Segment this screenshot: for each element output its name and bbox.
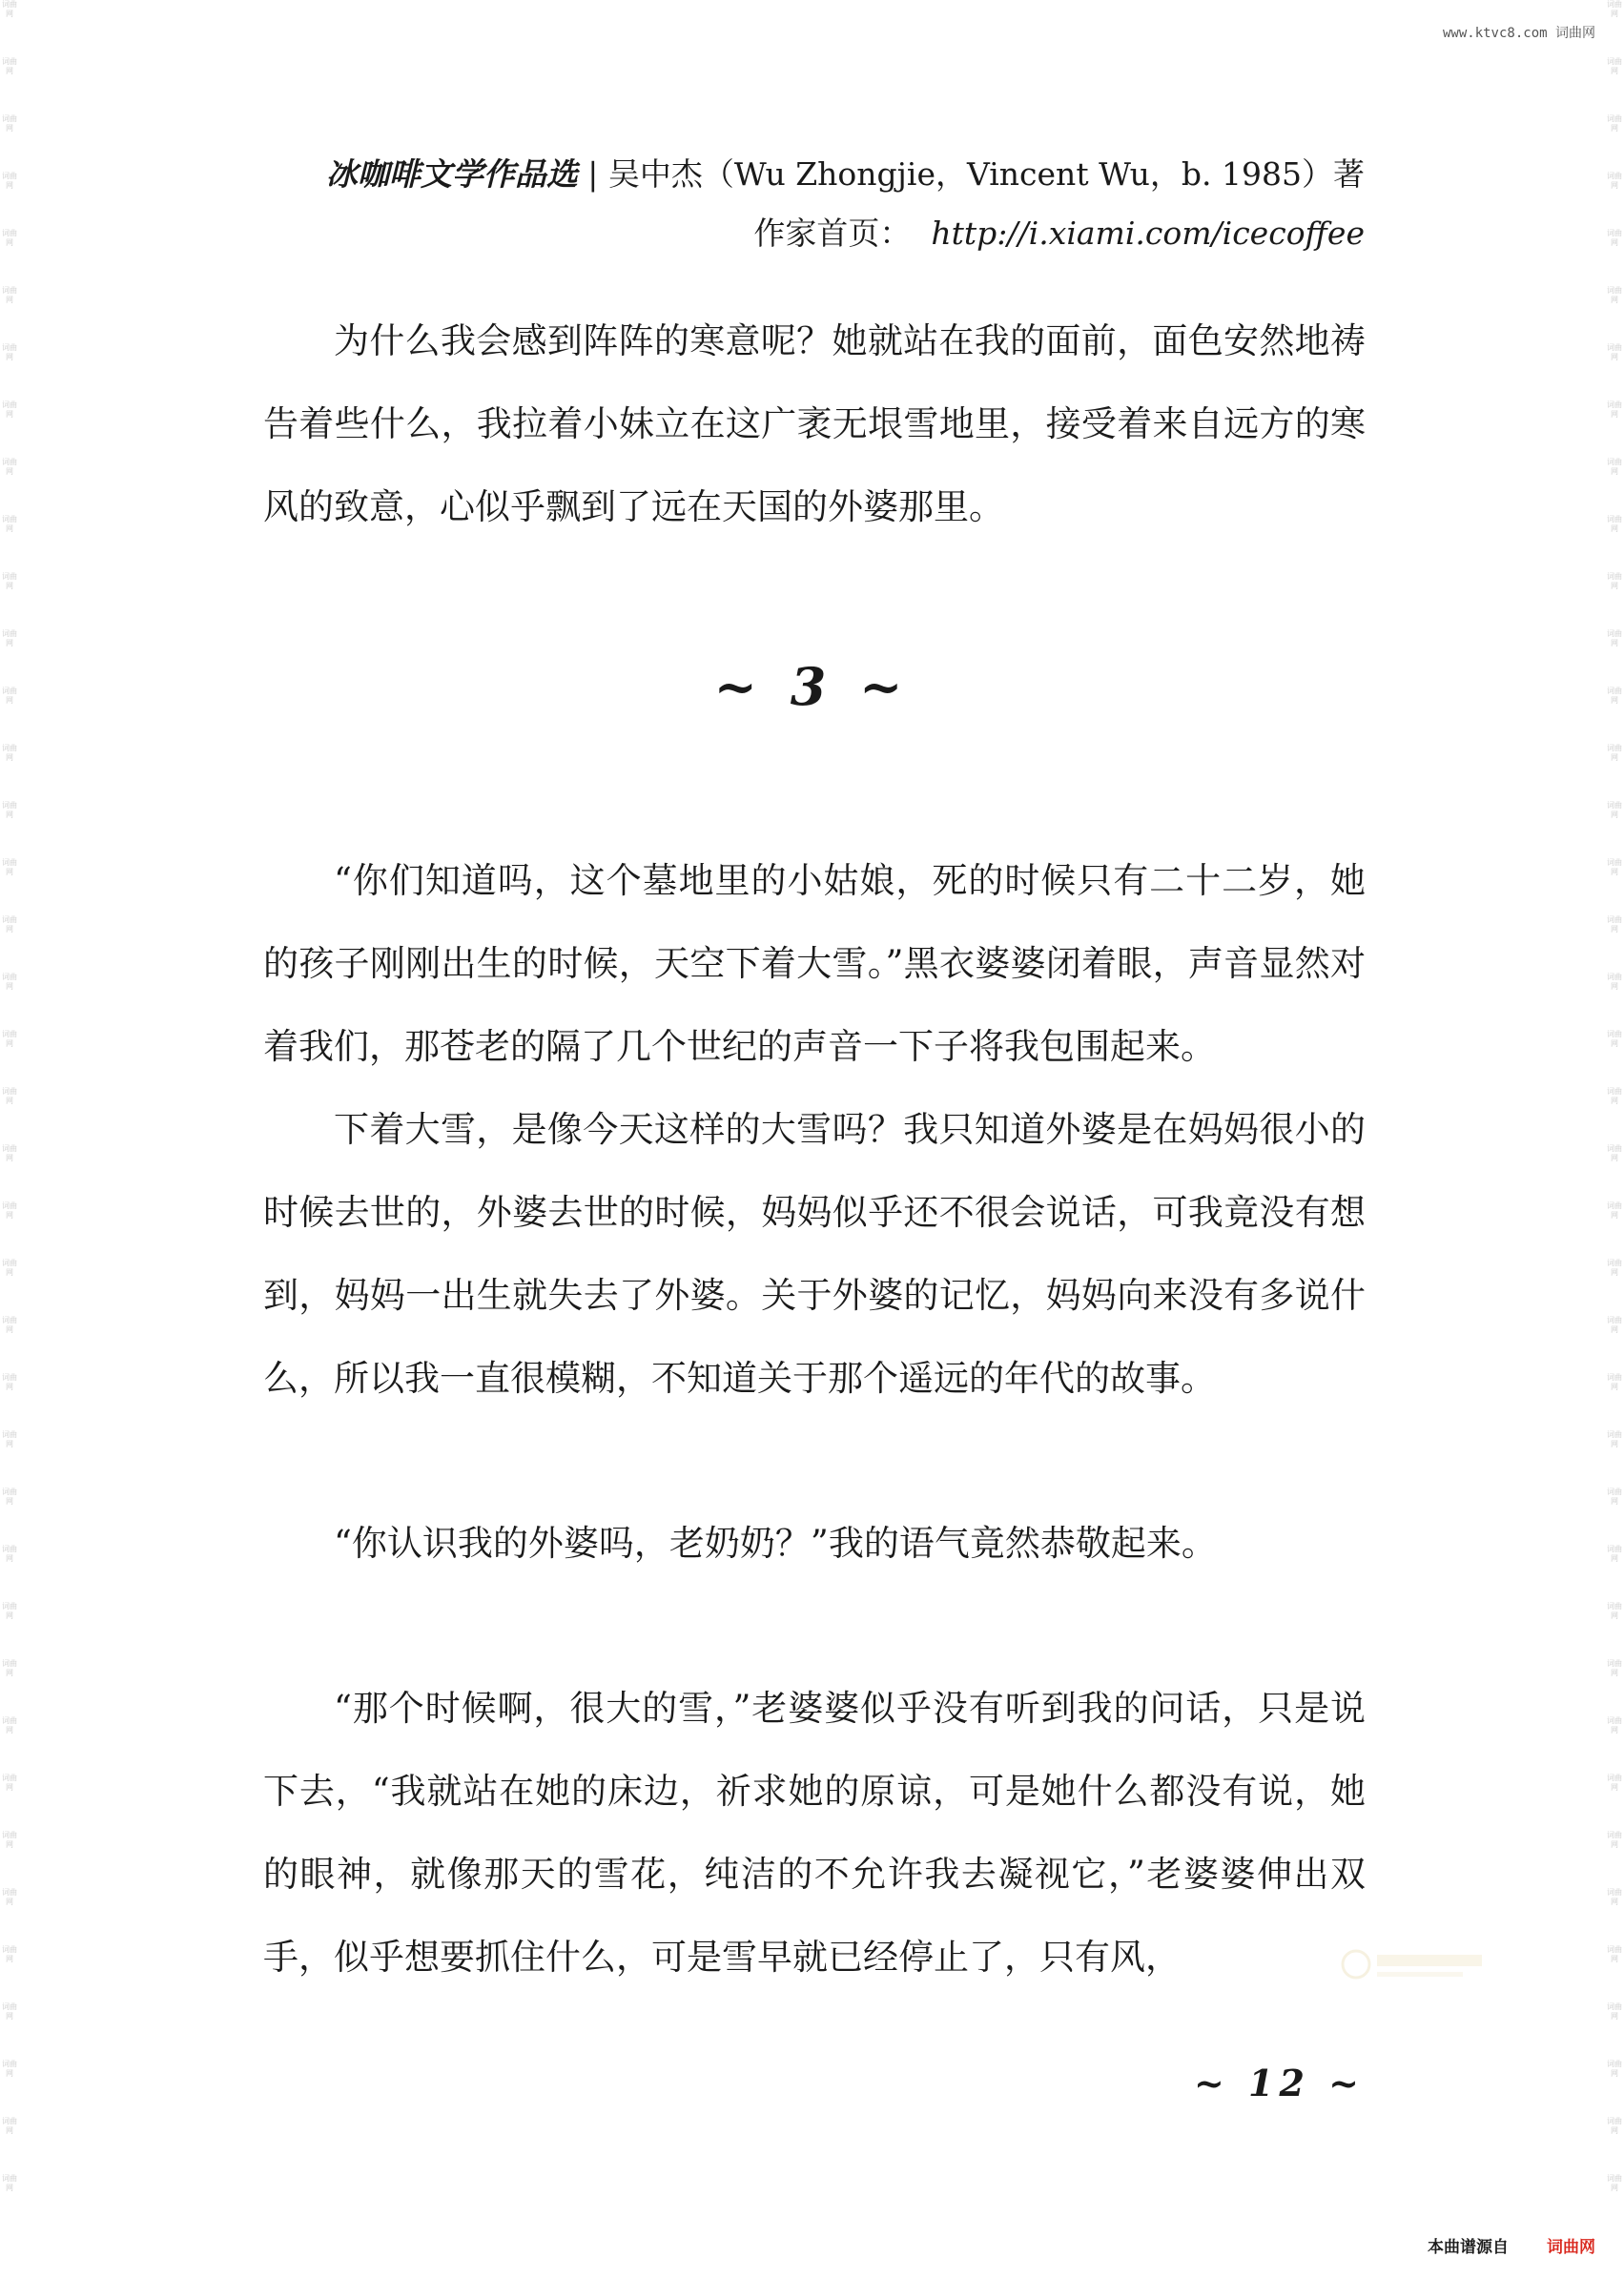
edge-watermark-text: 词曲网	[1607, 2117, 1622, 2135]
body-text-before	[263, 299, 1366, 548]
edge-watermark-text: 词曲网	[2, 172, 17, 190]
edge-watermark-text: 词曲网	[1607, 1602, 1622, 1620]
edge-watermark-text: 词曲网	[2, 2060, 17, 2078]
edge-watermark-text: 词曲网	[2, 229, 17, 247]
paragraph: 下着大雪，是像今天这样的大雪吗？我只知道外婆是在妈妈很小的时候去世的，外婆去世的时候，妈妈似乎还不很会说话，可我竟没有想到，妈妈一出生就失去了外婆。关于外婆的记忆，妈妈向来没有多说什么，所以我一直很模糊，不知道关于那个遥远的年代的故事。	[263, 1109, 1366, 1399]
edge-watermark-text: 词曲网	[1607, 1259, 1622, 1277]
edge-watermark-text: 词曲网	[2, 1945, 17, 1963]
edge-watermark-text: 词曲网	[1607, 687, 1622, 705]
edge-watermark-text: 词曲网	[1607, 458, 1622, 476]
homepage-label: 作家首页：	[753, 215, 912, 252]
edge-watermark-text: 词曲网	[2, 1087, 17, 1105]
edge-watermark-text: 词曲网	[1607, 1888, 1622, 1906]
homepage-url: http://i.xiami.com/icecoffee	[931, 215, 1365, 252]
edge-watermark-text: 词曲网	[2, 400, 17, 419]
edge-watermark-text: 词曲网	[1607, 1087, 1622, 1105]
edge-watermark-text: 词曲网	[2, 801, 17, 819]
left-edge-watermark-strip	[2, 0, 17, 2278]
edge-watermark-text: 词曲网	[2, 114, 17, 133]
edge-watermark-text: 词曲网	[2, 2002, 17, 2021]
edge-watermark-text: 词曲网	[2, 572, 17, 590]
edge-watermark-text: 词曲网	[2, 915, 17, 934]
edge-watermark-text: 词曲网	[2, 1716, 17, 1734]
edge-watermark-text: 词曲网	[1607, 744, 1622, 762]
edge-watermark-text: 词曲网	[1607, 801, 1622, 819]
edge-watermark-text: 词曲网	[1607, 1144, 1622, 1162]
edge-watermark-text: 词曲网	[2, 0, 17, 18]
edge-watermark-text: 词曲网	[1607, 1659, 1622, 1677]
edge-watermark-text: 词曲网	[1607, 1201, 1622, 1220]
edge-watermark-text: 词曲网	[2, 1030, 17, 1048]
edge-watermark-text: 词曲网	[1607, 1316, 1622, 1334]
edge-watermark-text: 词曲网	[1607, 572, 1622, 590]
edge-watermark-text: 词曲网	[2, 1888, 17, 1906]
edge-watermark-text: 词曲网	[2, 343, 17, 361]
edge-watermark-text: 词曲网	[2, 1659, 17, 1677]
footer-brand: 词曲网	[1547, 2238, 1595, 2257]
paragraph: “你认识我的外婆吗，老奶奶？”我的语气竟然恭敬起来。	[334, 1523, 1217, 1564]
edge-watermark-text: 词曲网	[1607, 172, 1622, 190]
edge-watermark-text: 词曲网	[2, 1488, 17, 1506]
edge-watermark-text: 词曲网	[1607, 1716, 1622, 1734]
footer-source-label: 本曲谱源自	[1428, 2238, 1509, 2257]
edge-watermark-text: 词曲网	[1607, 229, 1622, 247]
edge-watermark-text: 词曲网	[1607, 1945, 1622, 1963]
edge-watermark-text: 词曲网	[1607, 2002, 1622, 2021]
author-line: 吴中杰（Wu Zhongjie，Vincent Wu，b. 1985）著	[607, 155, 1365, 193]
body-text-after	[263, 839, 1366, 1999]
section-number: ~ 3 ~	[713, 656, 911, 717]
edge-watermark-text: 词曲网	[2, 458, 17, 476]
edge-watermark-text: 词曲网	[2, 1259, 17, 1277]
edge-watermark-text: 词曲网	[2, 2117, 17, 2135]
edge-watermark-text: 词曲网	[1607, 57, 1622, 75]
paragraph: 为什么我会感到阵阵的寒意呢？她就站在我的面前，面色安然地祷告着些什么，我拉着小妹立在这广袤无垠雪地里，接受着来自远方的寒风的致意，心似乎飘到了远在天国的外婆那里。	[263, 320, 1366, 527]
edge-watermark-text: 词曲网	[2, 1774, 17, 1792]
edge-watermark-text: 词曲网	[2, 1602, 17, 1620]
edge-watermark-text: 词曲网	[2, 1201, 17, 1220]
edge-watermark-text: 词曲网	[1607, 858, 1622, 876]
edge-watermark-text: 词曲网	[1607, 915, 1622, 934]
faint-seal-watermark	[1337, 1938, 1490, 1991]
header-separator: |	[577, 155, 608, 193]
edge-watermark-text: 词曲网	[1607, 1545, 1622, 1563]
edge-watermark-text: 词曲网	[2, 744, 17, 762]
right-edge-watermark-strip	[1607, 0, 1622, 2278]
edge-watermark-text: 词曲网	[1607, 1831, 1622, 1849]
page-footer	[1428, 2233, 1595, 2257]
page-header	[326, 145, 1365, 263]
edge-watermark-text: 词曲网	[1607, 1373, 1622, 1391]
edge-watermark-text: 词曲网	[2, 2174, 17, 2192]
edge-watermark-text: 词曲网	[1607, 2174, 1622, 2192]
edge-watermark-text: 词曲网	[2, 1144, 17, 1162]
edge-watermark-text: 词曲网	[2, 687, 17, 705]
edge-watermark-text: 词曲网	[1607, 1488, 1622, 1506]
edge-watermark-text: 词曲网	[2, 1373, 17, 1391]
header-title-line	[326, 145, 1365, 204]
edge-watermark-text: 词曲网	[2, 629, 17, 647]
edge-watermark-text: 词曲网	[2, 1831, 17, 1849]
edge-watermark-text: 词曲网	[2, 515, 17, 533]
edge-watermark-text: 词曲网	[2, 858, 17, 876]
edge-watermark-text: 词曲网	[1607, 0, 1622, 18]
edge-watermark-text: 词曲网	[1607, 629, 1622, 647]
site-watermark: www.ktvc8.com 词曲网	[1442, 26, 1595, 41]
paragraph: “你们知道吗，这个墓地里的小姑娘，死的时候只有二十二岁，她的孩子刚刚出生的时候，天空下着大雪。”黑衣婆婆闭着眼，声音显然对着我们，那苍老的隔了几个世纪的声音一下子将我包围起来。	[263, 860, 1366, 1067]
series-title: 冰咖啡文学作品选	[325, 155, 578, 193]
edge-watermark-text: 词曲网	[2, 57, 17, 75]
edge-watermark-text: 词曲网	[2, 286, 17, 304]
header-homepage-line	[326, 204, 1365, 263]
edge-watermark-text: 词曲网	[2, 1430, 17, 1448]
edge-watermark-text: 词曲网	[1607, 286, 1622, 304]
edge-watermark-text: 词曲网	[1607, 515, 1622, 533]
edge-watermark-text: 词曲网	[2, 1316, 17, 1334]
edge-watermark-text: 词曲网	[1607, 2060, 1622, 2078]
edge-watermark-text: 词曲网	[2, 973, 17, 991]
edge-watermark-text: 词曲网	[1607, 1030, 1622, 1048]
edge-watermark-text: 词曲网	[1607, 1430, 1622, 1448]
edge-watermark-text: 词曲网	[1607, 343, 1622, 361]
page-number: ~ 12 ~	[1193, 2062, 1365, 2104]
edge-watermark-text: 词曲网	[1607, 973, 1622, 991]
edge-watermark-text: 词曲网	[1607, 1774, 1622, 1792]
edge-watermark-text: 词曲网	[1607, 400, 1622, 419]
paragraph: “那个时候啊，很大的雪，”老婆婆似乎没有听到我的问话，只是说下去，“我就站在她的床边，祈求她的原谅，可是她什么都没有说，她的眼神，就像那天的雪花，纯洁的不允许我去凝视它，”老婆婆伸出双手，似乎想要抓住什么，可是雪早就已经停止了，只有风，	[263, 1688, 1366, 1978]
edge-watermark-text: 词曲网	[2, 1545, 17, 1563]
edge-watermark-text: 词曲网	[1607, 114, 1622, 133]
